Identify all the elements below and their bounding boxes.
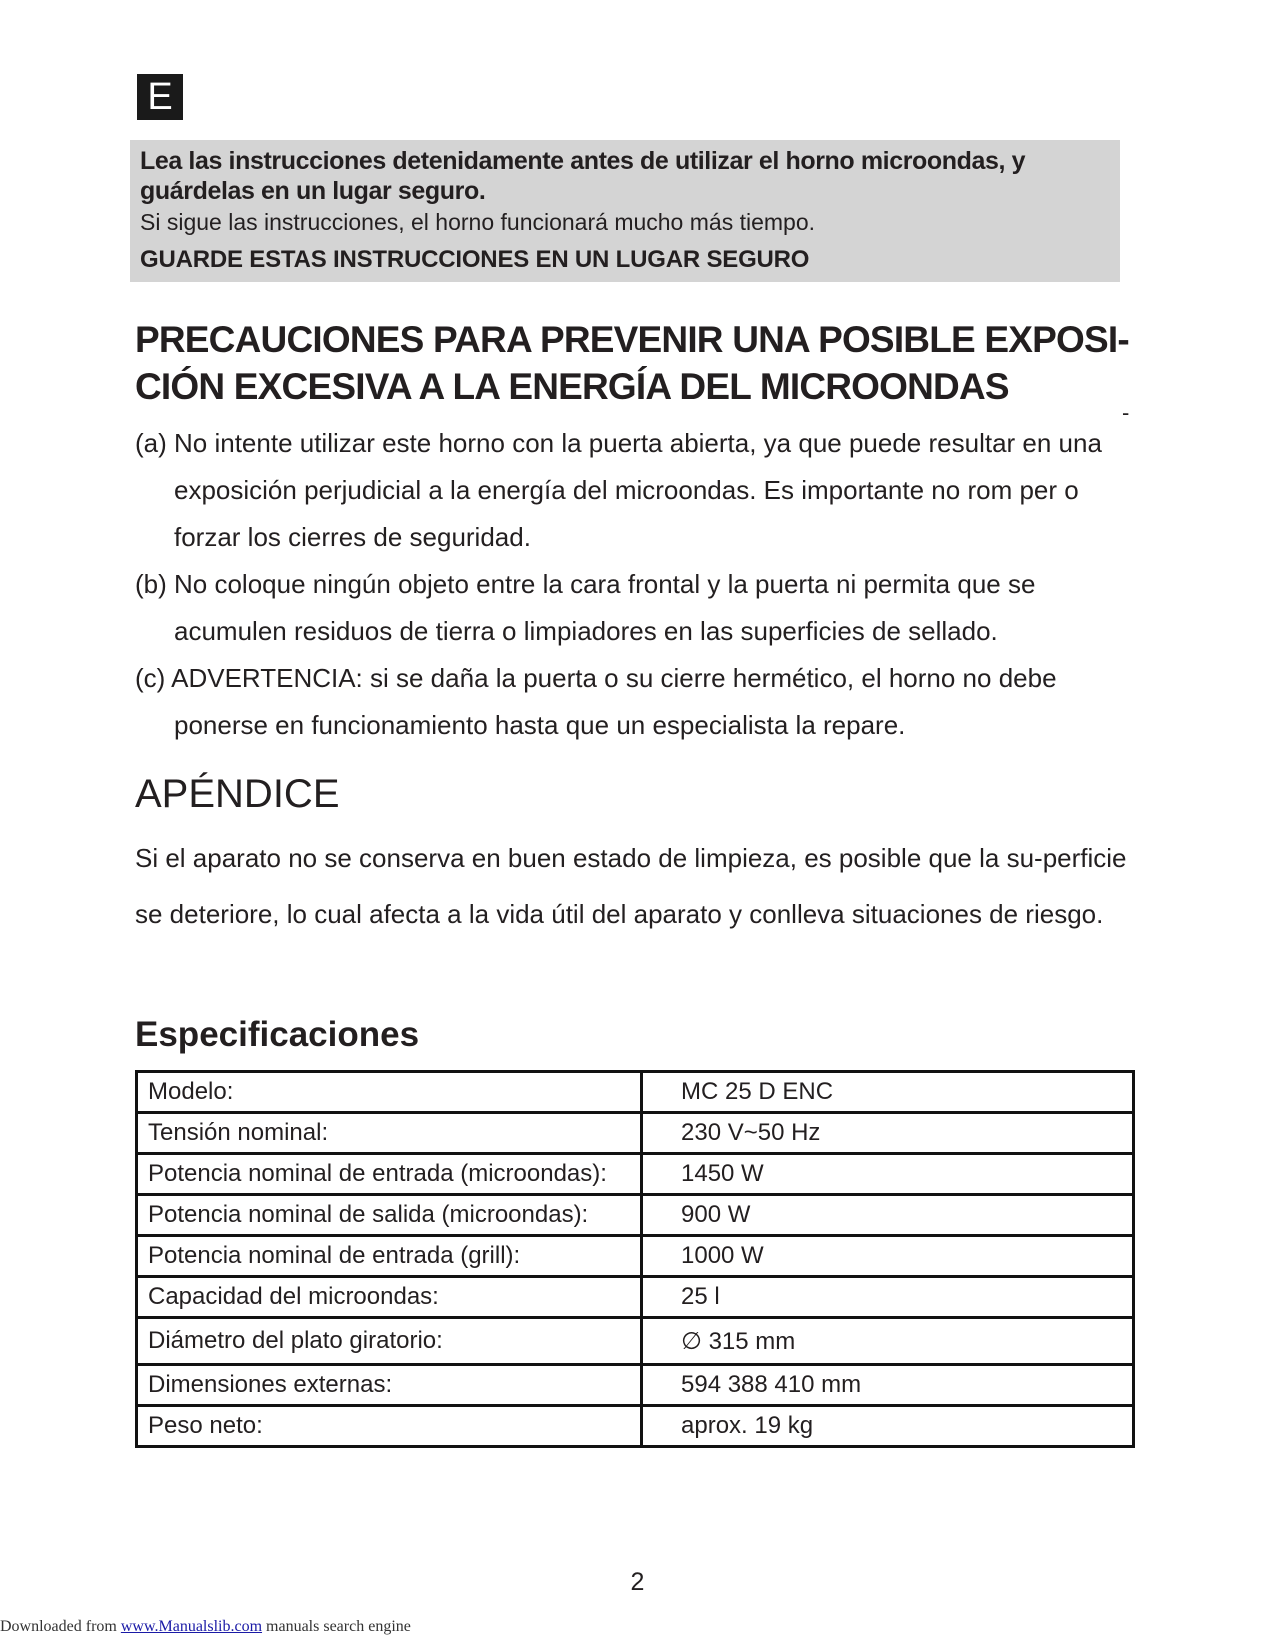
precaution-item-a: (a) No intente utilizar este horno con la puerta abierta, ya que puede resultar en una exposición perjudicial a la energía del microondas. Es importante no rom per o forzar los cierres de seguridad. bbox=[135, 428, 1102, 552]
spec-value: ∅ 315 mm bbox=[642, 1318, 1134, 1365]
spec-label: Modelo: bbox=[137, 1072, 642, 1113]
notice-bold-text: Lea las instrucciones detenidamente antes de utilizar el horno microondas, y guárdelas en un lugar seguro. bbox=[140, 147, 1026, 205]
spec-label: Capacidad del microondas: bbox=[137, 1277, 642, 1318]
language-badge: E bbox=[137, 74, 183, 120]
stray-dash: - bbox=[1122, 400, 1130, 425]
spec-value: 230 V~50 Hz bbox=[642, 1113, 1134, 1154]
precaution-item-b: (b) No coloque ningún objeto entre la cara frontal y la puerta ni permita que se acumulen residuos de tierra o limpiadores en las superficies de sellado. bbox=[135, 569, 1036, 646]
spec-label: Potencia nominal de salida (microondas): bbox=[137, 1195, 642, 1236]
spec-label: Potencia nominal de entrada (microondas): bbox=[137, 1154, 642, 1195]
precautions-list bbox=[135, 420, 1145, 749]
manualslib-link[interactable]: www.Manualslib.com bbox=[120, 1618, 263, 1635]
download-footer bbox=[0, 1618, 411, 1636]
notice-caps-text: GUARDE ESTAS INSTRUCCIONES EN UN LUGAR SEGURO bbox=[140, 246, 810, 273]
notice-normal-text: Si sigue las instrucciones, el horno funcionará mucho más tiempo. bbox=[140, 209, 816, 235]
table-row bbox=[137, 1365, 1134, 1406]
table-row bbox=[137, 1236, 1134, 1277]
spec-label: Dimensiones externas: bbox=[137, 1365, 642, 1406]
table-row bbox=[137, 1195, 1134, 1236]
table-row bbox=[137, 1277, 1134, 1318]
table-row bbox=[137, 1072, 1134, 1113]
spec-value: 900 W bbox=[642, 1195, 1134, 1236]
spec-value: 25 l bbox=[642, 1277, 1134, 1318]
spec-value: aprox. 19 kg bbox=[642, 1406, 1134, 1447]
table-row bbox=[137, 1406, 1134, 1447]
specs-title: Especificaciones bbox=[135, 1015, 420, 1054]
spec-label: Diámetro del plato giratorio: bbox=[137, 1318, 642, 1365]
footer-prefix: Downloaded from bbox=[0, 1618, 117, 1635]
table-row bbox=[137, 1154, 1134, 1195]
precaution-item-c: (c) ADVERTENCIA: si se daña la puerta o su cierre hermético, el horno no debe ponerse en funcionamiento hasta que un especialista la repare. bbox=[135, 663, 1057, 740]
appendix-title: APÉNDICE bbox=[135, 772, 340, 816]
spec-value: 594 388 410 mm bbox=[642, 1365, 1134, 1406]
spec-value: 1450 W bbox=[642, 1154, 1134, 1195]
spec-value: 1000 W bbox=[642, 1236, 1134, 1277]
spec-label: Peso neto: bbox=[137, 1406, 642, 1447]
page-number: 2 bbox=[630, 1568, 645, 1596]
spec-label: Potencia nominal de entrada (grill): bbox=[137, 1236, 642, 1277]
appendix-text: Si el aparato no se conserva en buen estado de limpieza, es posible que la su-perficie se deteriore, lo cual afecta a la vida útil del aparato y conlleva situaciones de riesgo. bbox=[135, 843, 1127, 929]
table-row bbox=[137, 1318, 1134, 1365]
precautions-title: PRECAUCIONES PARA PREVENIR UNA POSIBLE EXPOSI-CIÓN EXCESIVA A LA ENERGÍA DEL MICROONDAS bbox=[135, 319, 1129, 407]
footer-suffix: manuals search engine bbox=[266, 1618, 411, 1635]
table-row bbox=[137, 1113, 1134, 1154]
spec-label: Tensión nominal: bbox=[137, 1113, 642, 1154]
specs-table bbox=[135, 1070, 1135, 1448]
notice-box bbox=[130, 140, 1120, 282]
spec-value: MC 25 D ENC bbox=[642, 1072, 1134, 1113]
